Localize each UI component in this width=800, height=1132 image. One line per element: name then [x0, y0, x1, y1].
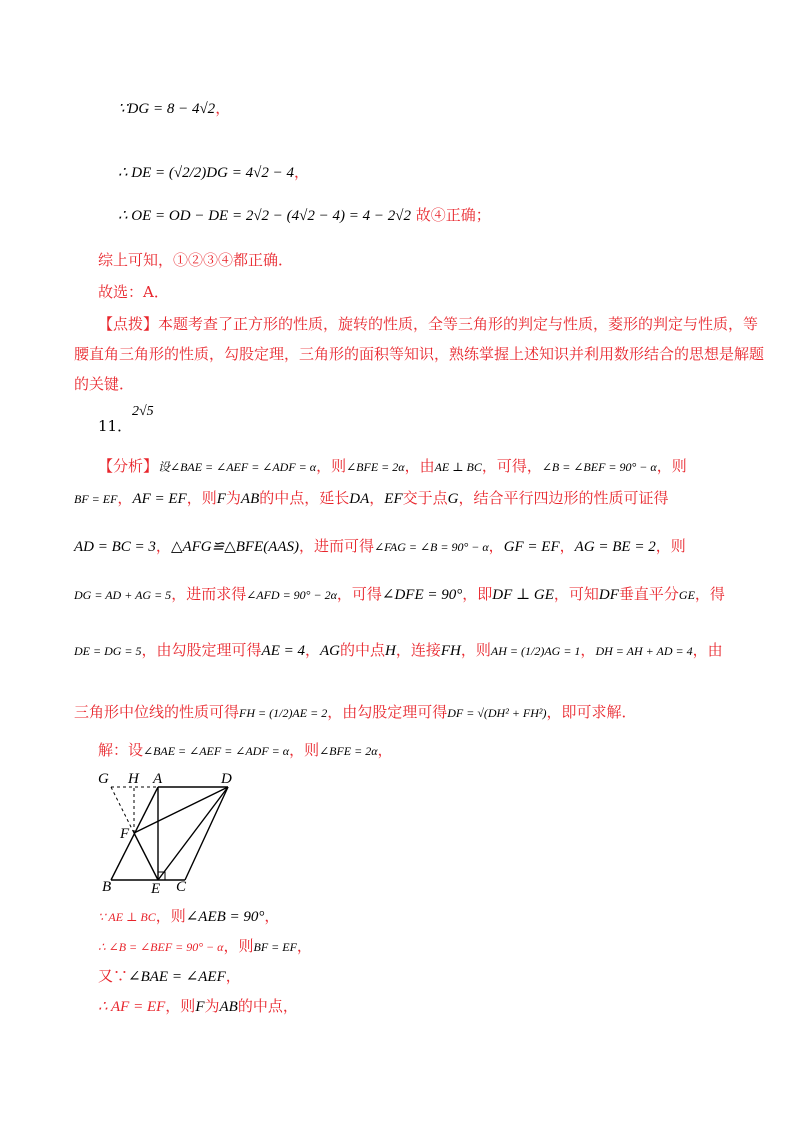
- analysis-line-3: [74, 536, 686, 557]
- text: 的中点，延长: [259, 489, 350, 507]
- analysis-line-6: [74, 702, 637, 723]
- solution-line: [98, 740, 393, 761]
- text: 为: [204, 997, 220, 1015]
- formula: AB: [240, 491, 260, 507]
- formula: ∠AFD = 90° − 2α: [246, 588, 337, 602]
- text: ，由: [692, 641, 723, 659]
- formula: ∠BFE = 2α: [319, 744, 378, 758]
- text: ，则: [316, 457, 347, 475]
- analysis-line-1: [98, 456, 687, 477]
- formula: ∴ AF = EF: [98, 999, 166, 1015]
- dianbo-line-3: 的关键．: [74, 375, 135, 393]
- text: 解：设: [98, 741, 144, 759]
- text: ，: [225, 967, 241, 985]
- dianbo-line-1: [98, 314, 758, 334]
- formula: DA: [349, 491, 370, 507]
- formula: BF = EF: [253, 940, 297, 954]
- fenxi-tag: 【分析】: [98, 457, 159, 475]
- text: ，: [580, 641, 596, 659]
- formula: G: [447, 491, 459, 507]
- text: ，则: [165, 997, 196, 1015]
- text: ，则: [655, 537, 686, 555]
- label-d: D: [221, 771, 232, 787]
- formula: ∠DFE = 90°: [381, 587, 463, 603]
- formula: DG = AD + AG = 5: [74, 588, 172, 602]
- formula: ∠B = ∠BEF = 90° − α: [541, 460, 657, 474]
- segment-fe: [134, 833, 158, 880]
- text: ，得: [694, 585, 725, 603]
- q11-answer: 2√5: [132, 404, 154, 419]
- text: ，则: [656, 457, 687, 475]
- text: ，由: [404, 457, 435, 475]
- text: ，: [155, 537, 171, 555]
- formula: AG = BE = 2: [574, 539, 656, 555]
- text: ，由勾股定理可得: [327, 703, 448, 721]
- formula: AF = EF: [132, 491, 187, 507]
- segment-dc: [185, 787, 228, 880]
- label-a: A: [153, 771, 163, 787]
- formula: AD = BC = 3: [74, 539, 156, 555]
- label-b: B: [102, 879, 112, 895]
- text: 为: [225, 489, 241, 507]
- text: ，: [488, 537, 504, 555]
- text: ，即可求解．: [546, 703, 637, 721]
- formula: AE = 4: [261, 643, 305, 659]
- formula: DF: [598, 587, 619, 603]
- dianbo-line-2: 腰直角三角形的性质，勾股定理，三角形的面积等知识，熟练掌握上述知识并利用数形结合的思想是解题: [74, 345, 765, 363]
- formula-dg: ∵DG = 8 − 4√2: [118, 101, 216, 117]
- label-c: C: [176, 879, 187, 895]
- formula: ∠AEB = 90°: [185, 909, 265, 925]
- text: ，: [377, 741, 393, 759]
- text: 垂直平分: [618, 585, 679, 603]
- formula: ∠BAE = ∠AEF = ∠ADF = α: [143, 744, 290, 758]
- text: 交于点: [402, 489, 448, 507]
- formula: FH = (1/2)AE = 2: [239, 706, 328, 720]
- formula: GF = EF: [503, 539, 560, 555]
- conclusion-4: 故④正确；: [415, 206, 491, 224]
- line-dg-value: [118, 98, 230, 119]
- punct: ，: [293, 163, 309, 181]
- text: ，: [369, 489, 385, 507]
- step-3: [98, 966, 241, 987]
- formula: ∠BFE = 2α: [346, 460, 405, 474]
- dianbo-text-1: 本题考查了正方形的性质，旋转的性质，全等三角形的判定与性质，菱形的判定与性质，等: [158, 315, 759, 333]
- formula: △AFG≌△BFE(AAS): [170, 539, 300, 555]
- step-2: [98, 936, 312, 957]
- formula: ∠FAG = ∠B = 90° − α: [374, 540, 489, 554]
- punct: ，: [215, 99, 231, 117]
- text: ，: [296, 937, 312, 955]
- formula: DH = AH + AD = 4: [595, 644, 693, 658]
- summary-line: 综上可知，①②③④都正确．: [98, 251, 294, 269]
- parallelogram-figure: [98, 770, 248, 895]
- step-4: [98, 996, 298, 1017]
- answer-choice: 故选：A．: [98, 283, 169, 301]
- text: ，: [559, 537, 575, 555]
- line-de-value: [118, 162, 309, 183]
- text: ，连接: [395, 641, 441, 659]
- formula: AH = (1/2)AG = 1: [490, 644, 581, 658]
- text: 三角形中位线的性质可得: [74, 703, 240, 721]
- line-oe-value: [118, 205, 491, 226]
- text: 又∵: [98, 967, 129, 985]
- formula: ∵ AE ⊥ BC: [98, 910, 156, 924]
- formula: ∠BAE = ∠AEF: [128, 969, 226, 985]
- q11-number: 11．: [98, 417, 133, 435]
- text: ，则: [223, 937, 254, 955]
- formula: AE ⊥ BC: [434, 460, 482, 474]
- formula: BF = EF: [74, 492, 118, 506]
- formula: F: [216, 491, 226, 507]
- analysis-line-2: [74, 488, 668, 509]
- analysis-line-4: [74, 584, 725, 605]
- label-f: F: [120, 826, 130, 842]
- text: 的中点: [340, 641, 386, 659]
- step-1: [98, 906, 279, 927]
- text: 的中点，: [237, 997, 298, 1015]
- formula: 设∠BAE = ∠AEF = ∠ADF = α: [158, 460, 317, 474]
- label-g: G: [98, 771, 109, 787]
- formula: F: [195, 999, 205, 1015]
- formula: AG: [320, 643, 341, 659]
- text: ，可得，: [481, 457, 542, 475]
- formula: DF = √(DH² + FH²): [447, 706, 547, 720]
- analysis-line-5: [74, 640, 723, 661]
- segment-fd: [134, 787, 228, 833]
- formula: FH: [440, 643, 461, 659]
- formula: EF: [384, 491, 403, 507]
- text: ，进而可得: [299, 537, 375, 555]
- formula: AB: [219, 999, 238, 1015]
- formula: H: [385, 643, 396, 659]
- label-e: E: [151, 881, 161, 895]
- text: ，: [305, 641, 321, 659]
- text: ，即: [462, 585, 493, 603]
- text: ，: [117, 489, 133, 507]
- text: ，则: [460, 641, 491, 659]
- text: ，则: [155, 907, 186, 925]
- label-h: H: [128, 771, 139, 787]
- text: ，可知: [553, 585, 599, 603]
- segment-de: [158, 787, 228, 880]
- formula: ∴ ∠B = ∠BEF = 90° − α: [98, 940, 224, 954]
- text: ，则: [186, 489, 217, 507]
- text: ，: [264, 907, 280, 925]
- formula: DF ⊥ GE: [492, 587, 554, 603]
- formula: DE = DG = 5: [74, 644, 142, 658]
- dianbo-tag: 【点拨】: [98, 315, 159, 333]
- formula-oe: ∴ OE = OD − DE = 2√2 − (4√2 − 4) = 4 − 2√2: [118, 208, 411, 224]
- text: ，可得: [336, 585, 382, 603]
- formula: GE: [678, 588, 695, 602]
- text: ，进而求得: [171, 585, 247, 603]
- text: ，则: [289, 741, 320, 759]
- text: ，结合平行四边形的性质可证得: [458, 489, 669, 507]
- text: ，由勾股定理可得: [141, 641, 262, 659]
- formula-de: ∴ DE = (√2/2)DG = 4√2 − 4: [118, 165, 294, 181]
